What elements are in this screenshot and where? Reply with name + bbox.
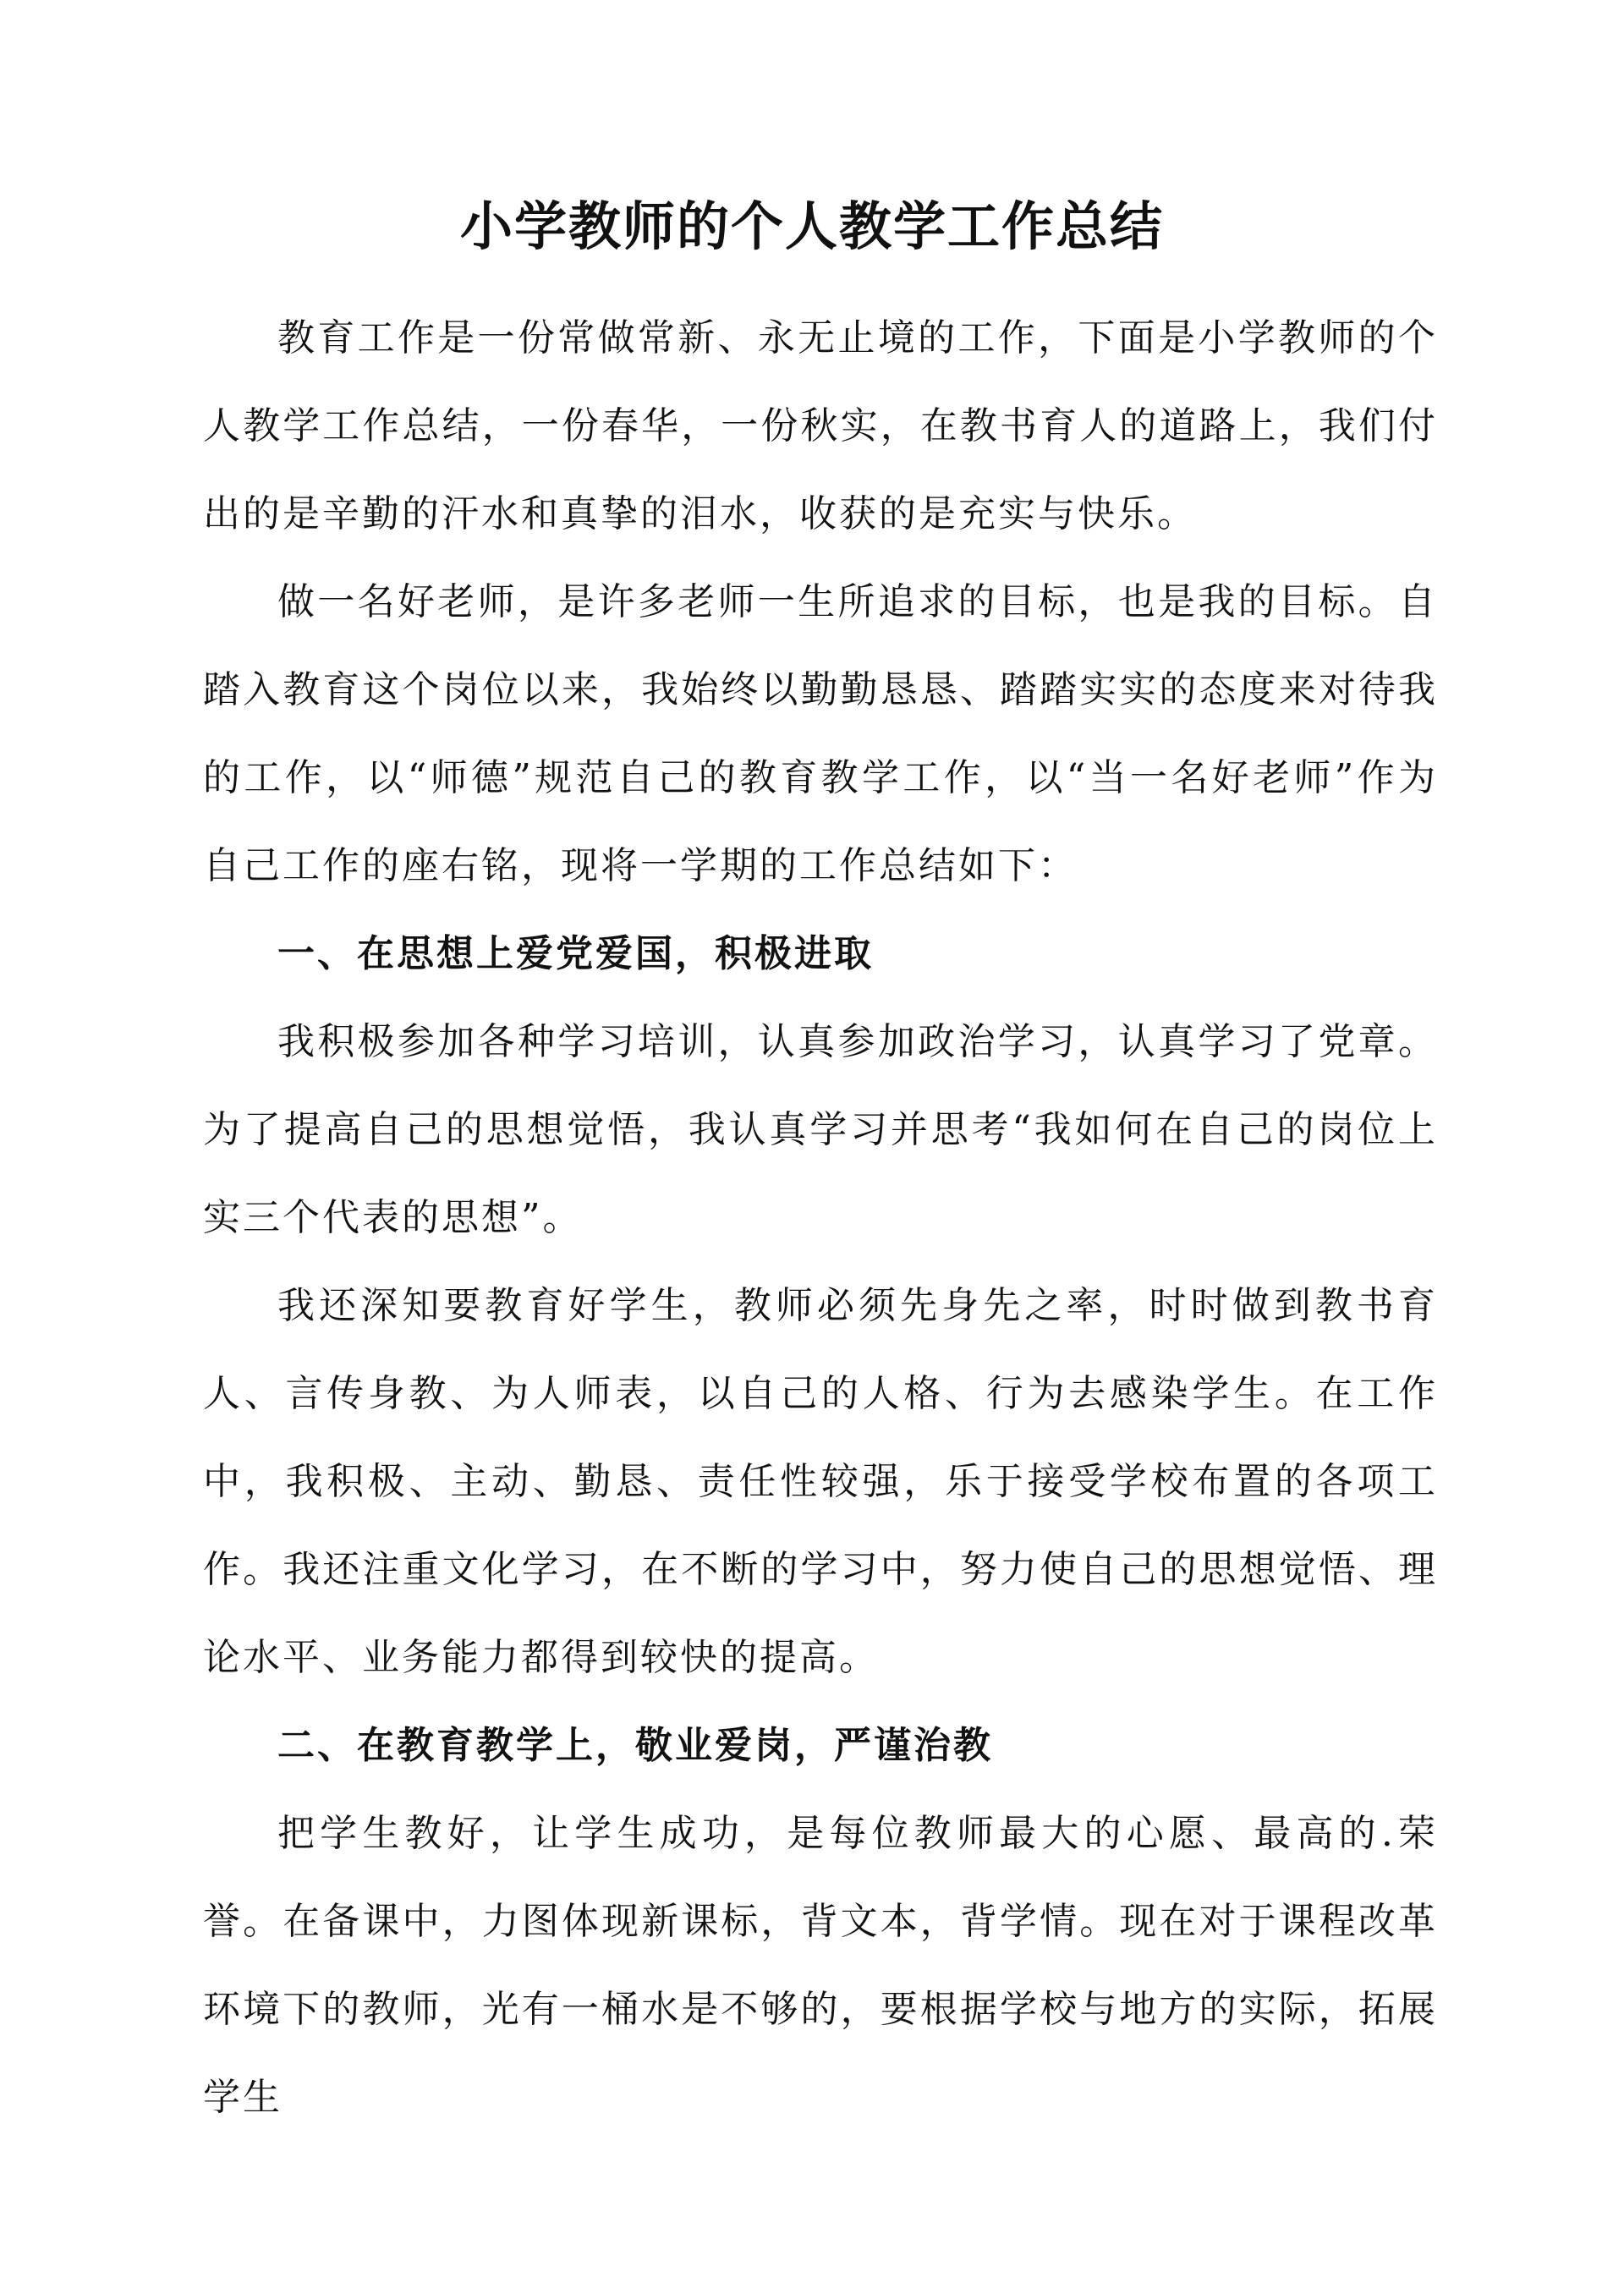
document-title: 小学教师的个人教学工作总结: [459, 195, 1164, 257]
section-heading-1: 一、在思想上爱党爱国，积极进取: [277, 932, 874, 975]
paragraph-teaching: 把学生教好，让学生成功，是每位教师最大的心愿、最高的.荣誉。在备课中，力图体现新课标，背文本，背学情。现在对于课程改革环境下的教师，光有一桶水是不够的，要根据学校与地方的实际，拓展学生: [203, 1812, 1438, 2119]
paragraph-study: 我积极参加各种学习培训，认真参加政治学习，认真学习了党章。为了提高自己的思想觉悟，我认真学习并思考“我如何在自己的岗位上实三个代表的思想”。: [203, 1020, 1438, 1239]
document-body: [203, 294, 1438, 2142]
paragraph-goal: 做一名好老师，是许多老师一生所追求的目标，也是我的目标。自踏入教育这个岗位以来，我始终以勤勤恳恳、踏踏实实的态度来对待我的工作，以“师德”规范自己的教育教学工作，以“当一名好老师”作为自己工作的座右铭，现将一学期的工作总结如下：: [203, 580, 1438, 887]
paragraph-intro: 教育工作是一份常做常新、永无止境的工作，下面是小学教师的个人教学工作总结，一份春华，一份秋实，在教书育人的道路上，我们付出的是辛勤的汗水和真挚的泪水，收获的是充实与快乐。: [203, 316, 1438, 535]
paragraph-role-model: 我还深知要教育好学生，教师必须先身先之率，时时做到教书育人、言传身教、为人师表，以自己的人格、行为去感染学生。在工作中，我积极、主动、勤恳、责任性较强，乐于接受学校布置的各项工作。我还注重文化学习，在不断的学习中，努力使自己的思想觉悟、理论水平、业务能力都得到较快的提高。: [203, 1284, 1438, 1679]
section-heading-2: 二、在教育教学上，敬业爱岗，严谨治教: [277, 1724, 993, 1767]
